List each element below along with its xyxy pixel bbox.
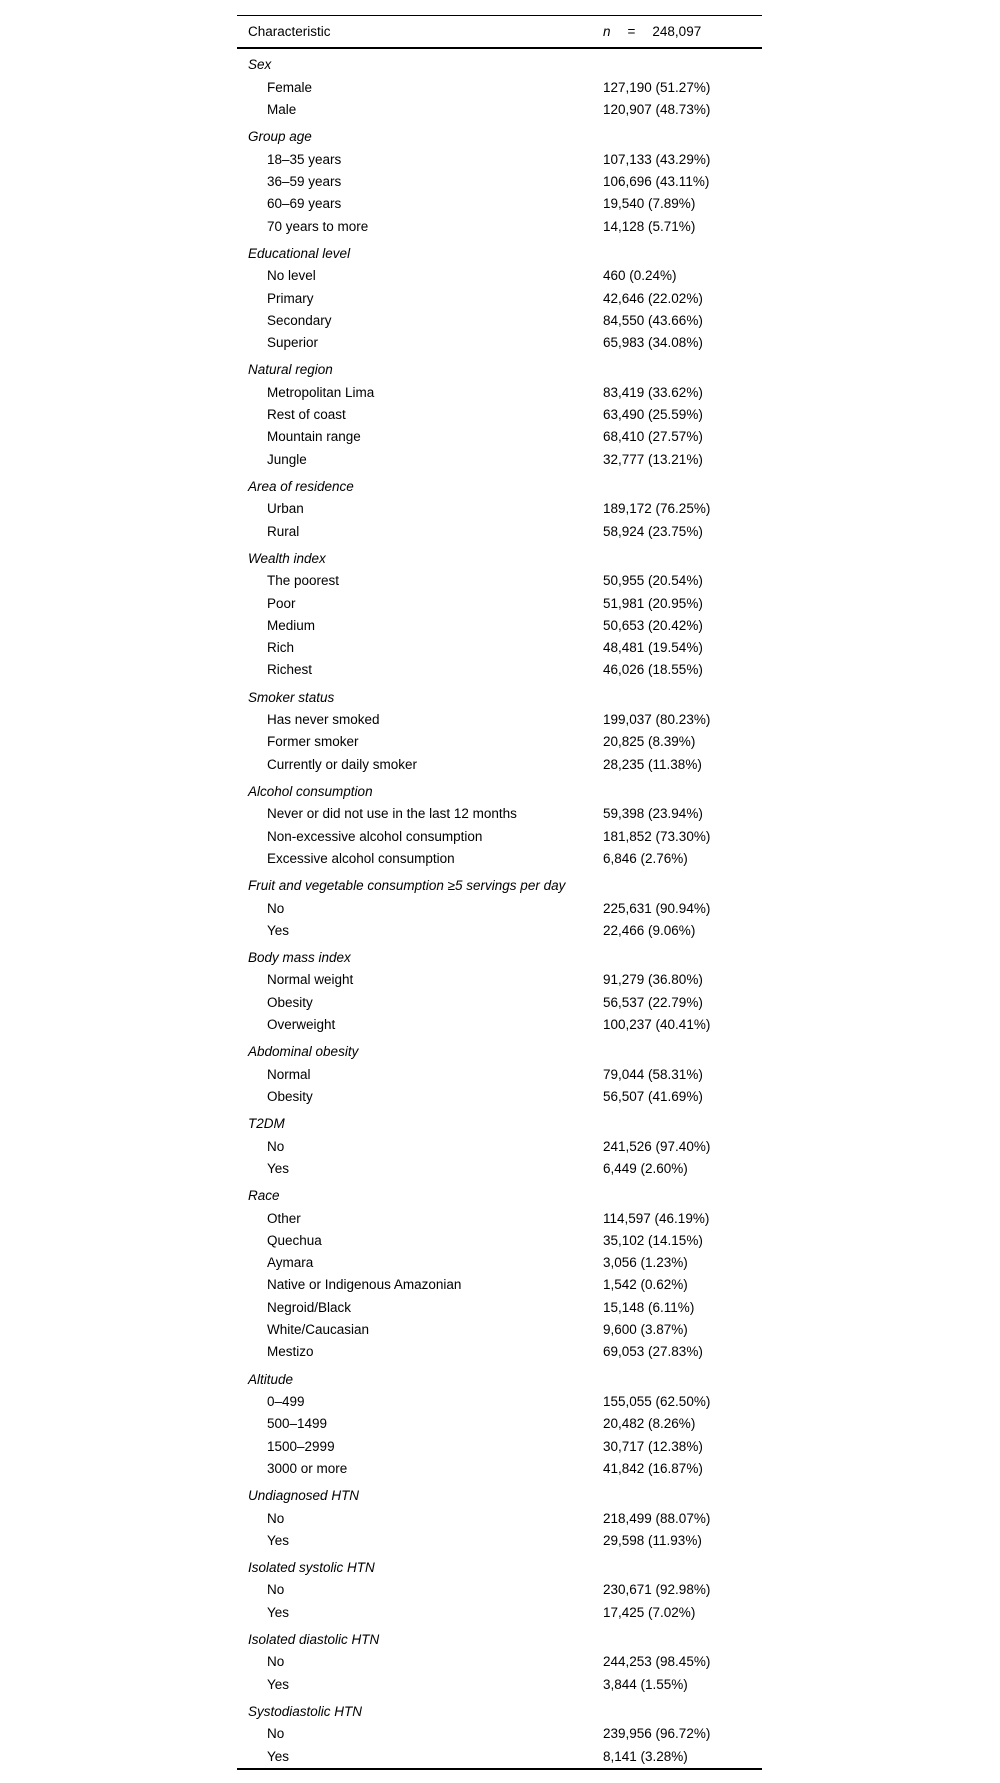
row-value: 30,717 (12.38%)	[603, 1438, 703, 1454]
row-label: 60–69 years	[267, 196, 342, 212]
row-value: 63,490 (25.59%)	[603, 407, 703, 423]
row-label: Yes	[267, 1160, 290, 1176]
table-row	[237, 381, 762, 403]
row-value: 241,526 (97.40%)	[603, 1138, 711, 1154]
row-label: 70 years to more	[267, 218, 369, 234]
row-value: 69,053 (27.83%)	[603, 1344, 703, 1360]
section-header-row	[237, 1036, 762, 1063]
row-label: Richest	[267, 662, 313, 678]
row-label: Metropolitan Lima	[267, 384, 375, 400]
table-row	[237, 731, 762, 753]
row-label: The poorest	[267, 573, 340, 589]
row-label: No	[267, 900, 285, 916]
row-value: 189,172 (76.25%)	[603, 501, 711, 517]
row-label: No	[267, 1510, 285, 1526]
row-value: 6,449 (2.60%)	[603, 1160, 688, 1176]
row-value: 239,956 (96.72%)	[603, 1726, 711, 1742]
row-label: Native or Indigenous Amazonian	[267, 1277, 462, 1293]
table-row	[237, 1391, 762, 1413]
section-header-row	[237, 1552, 762, 1579]
row-value: 28,235 (11.38%)	[603, 756, 702, 772]
row-label: Yes	[267, 1532, 290, 1548]
row-value: 19,540 (7.89%)	[603, 196, 696, 212]
row-value: 41,842 (16.87%)	[603, 1460, 703, 1476]
table-row	[237, 614, 762, 636]
section-header-row	[237, 471, 762, 498]
table-row	[237, 1413, 762, 1435]
row-value: 230,671 (92.98%)	[603, 1582, 711, 1598]
table-row	[237, 1673, 762, 1695]
table-row	[237, 847, 762, 869]
section-header-row	[237, 1480, 762, 1507]
row-value: 8,141 (3.28%)	[603, 1748, 688, 1764]
row-value: 218,499 (88.07%)	[603, 1510, 711, 1526]
row-label: Excessive alcohol consumption	[267, 850, 455, 866]
table-row	[237, 76, 762, 98]
row-label: 36–59 years	[267, 173, 342, 189]
row-value: 68,410 (27.57%)	[603, 429, 703, 445]
row-value: 127,190 (51.27%)	[603, 79, 711, 95]
row-label: Superior	[267, 335, 319, 351]
n-value: 248,097	[652, 23, 702, 39]
row-value: 460 (0.24%)	[603, 268, 677, 284]
row-value: 20,825 (8.39%)	[603, 734, 696, 750]
table-row	[237, 1435, 762, 1457]
row-value: 56,507 (41.69%)	[603, 1088, 703, 1104]
table-row	[237, 1296, 762, 1318]
row-label: 18–35 years	[267, 151, 342, 167]
section-header-row	[237, 237, 762, 264]
table-row	[237, 1723, 762, 1745]
table-row	[237, 753, 762, 775]
table-row	[237, 1601, 762, 1623]
table-row	[237, 287, 762, 309]
row-label: Rich	[267, 640, 295, 656]
row-value: 6,846 (2.76%)	[603, 850, 688, 866]
section-header-row	[237, 49, 762, 76]
table-row	[237, 803, 762, 825]
row-label: Yes	[267, 922, 290, 938]
table-row	[237, 592, 762, 614]
row-label: Normal	[267, 1066, 311, 1082]
table-row	[237, 1651, 762, 1673]
table-row	[237, 1274, 762, 1296]
row-value: 100,237 (40.41%)	[603, 1017, 711, 1033]
table-row	[237, 1579, 762, 1601]
row-value: 22,466 (9.06%)	[603, 922, 696, 938]
row-label: 1500–2999	[267, 1438, 335, 1454]
table-row	[237, 404, 762, 426]
section-header-row	[237, 1180, 762, 1207]
row-label: Quechua	[267, 1232, 322, 1248]
table-row	[237, 1207, 762, 1229]
row-label: Negroid/Black	[267, 1299, 352, 1315]
row-label: Yes	[267, 1748, 290, 1764]
n-symbol: n	[603, 23, 611, 39]
section-label: Educational level	[248, 245, 351, 261]
row-value: 84,550 (43.66%)	[603, 312, 703, 328]
table-row	[237, 1341, 762, 1363]
table-body	[237, 49, 762, 1770]
section-header-row	[237, 121, 762, 148]
row-value: 107,133 (43.29%)	[603, 151, 711, 167]
row-label: Female	[267, 79, 313, 95]
row-value: 83,419 (33.62%)	[603, 384, 703, 400]
row-label: Male	[267, 102, 297, 118]
row-value: 244,253 (98.45%)	[603, 1654, 711, 1670]
row-label: Overweight	[267, 1017, 336, 1033]
row-value: 9,600 (3.87%)	[603, 1322, 688, 1338]
row-value: 48,481 (19.54%)	[603, 640, 703, 656]
table-row	[237, 825, 762, 847]
row-value: 181,852 (73.30%)	[603, 828, 711, 844]
row-value: 3,056 (1.23%)	[603, 1255, 688, 1271]
row-label: Medium	[267, 617, 316, 633]
table-row	[237, 919, 762, 941]
table-row	[237, 1014, 762, 1036]
table-row	[237, 309, 762, 331]
table-row	[237, 193, 762, 215]
table-row	[237, 498, 762, 520]
row-label: Rest of coast	[267, 407, 346, 423]
table-row	[237, 1158, 762, 1180]
table-row	[237, 1135, 762, 1157]
row-label: Obesity	[267, 1088, 313, 1104]
section-label: Race	[248, 1188, 280, 1204]
row-value: 14,128 (5.71%)	[603, 218, 696, 234]
row-label: 3000 or more	[267, 1460, 348, 1476]
table-row	[237, 709, 762, 731]
row-label: No	[267, 1726, 285, 1742]
table-row	[237, 426, 762, 448]
row-label: Rural	[267, 523, 300, 539]
row-value: 1,542 (0.62%)	[603, 1277, 688, 1293]
section-label: Area of residence	[248, 478, 354, 494]
row-value: 225,631 (90.94%)	[603, 900, 711, 916]
table-row	[237, 99, 762, 121]
table-row	[237, 637, 762, 659]
row-label: Urban	[267, 501, 304, 517]
row-value: 56,537 (22.79%)	[603, 994, 703, 1010]
row-value: 59,398 (23.94%)	[603, 806, 703, 822]
row-label: Jungle	[267, 451, 307, 467]
table-row	[237, 148, 762, 170]
section-header-row	[237, 1624, 762, 1651]
row-label: No	[267, 1582, 285, 1598]
row-value: 91,279 (36.80%)	[603, 972, 703, 988]
table-row	[237, 1319, 762, 1341]
section-header-row	[237, 1108, 762, 1135]
section-label: Alcohol consumption	[248, 783, 373, 799]
row-label: Yes	[267, 1676, 290, 1692]
section-label: Wealth index	[248, 550, 326, 566]
table-row	[237, 520, 762, 542]
row-label: 0–499	[267, 1393, 305, 1409]
row-value: 50,955 (20.54%)	[603, 573, 703, 589]
row-label: No	[267, 1654, 285, 1670]
section-label: Systodiastolic HTN	[248, 1704, 363, 1719]
section-label: Body mass index	[248, 950, 351, 966]
characteristics-table	[237, 15, 762, 1770]
table-row	[237, 171, 762, 193]
table-row	[237, 659, 762, 681]
row-value: 155,055 (62.50%)	[603, 1393, 711, 1409]
row-value: 46,026 (18.55%)	[603, 662, 703, 678]
sample-size-header	[603, 16, 701, 47]
row-value: 199,037 (80.23%)	[603, 712, 711, 728]
row-label: Other	[267, 1210, 301, 1226]
row-label: Normal weight	[267, 972, 354, 988]
table-row	[237, 1745, 762, 1767]
section-header-row	[237, 354, 762, 381]
table-row	[237, 1086, 762, 1108]
characteristic-column-header: Characteristic	[248, 23, 331, 39]
row-value: 58,924 (23.75%)	[603, 523, 703, 539]
row-label: No level	[267, 268, 316, 284]
row-label: 500–1499	[267, 1416, 328, 1432]
table-row	[237, 969, 762, 991]
section-label: Isolated systolic HTN	[248, 1560, 375, 1576]
section-header-row	[237, 1696, 762, 1723]
row-value: 106,696 (43.11%)	[603, 173, 710, 189]
row-value: 65,983 (34.08%)	[603, 335, 703, 351]
table-row	[237, 1229, 762, 1251]
table-row	[237, 897, 762, 919]
section-header-row	[237, 870, 762, 897]
row-label: Non-excessive alcohol consumption	[267, 828, 483, 844]
table-row	[237, 1252, 762, 1274]
section-label: Isolated diastolic HTN	[248, 1632, 380, 1648]
section-label: Group age	[248, 129, 312, 145]
row-value: 50,653 (20.42%)	[603, 617, 703, 633]
row-value: 51,981 (20.95%)	[603, 595, 703, 611]
row-value: 17,425 (7.02%)	[603, 1604, 696, 1620]
row-label: No	[267, 1138, 285, 1154]
row-label: Former smoker	[267, 734, 359, 750]
row-label: Aymara	[267, 1255, 314, 1271]
section-label: Sex	[248, 57, 272, 73]
section-label: Altitude	[248, 1371, 294, 1387]
section-label: Abdominal obesity	[248, 1044, 359, 1060]
table-row	[237, 570, 762, 592]
section-label: Undiagnosed HTN	[248, 1488, 360, 1504]
row-label: Yes	[267, 1604, 290, 1620]
row-value: 20,482 (8.26%)	[603, 1416, 696, 1432]
row-label: Poor	[267, 595, 296, 611]
section-label: Smoker status	[248, 689, 335, 705]
row-label: Secondary	[267, 312, 332, 328]
row-value: 42,646 (22.02%)	[603, 290, 703, 306]
table-row	[237, 991, 762, 1013]
table-row	[237, 265, 762, 287]
row-value: 3,844 (1.55%)	[603, 1676, 688, 1692]
row-label: White/Caucasian	[267, 1322, 370, 1338]
row-label: Currently or daily smoker	[267, 756, 418, 772]
section-header-row	[237, 1363, 762, 1390]
table-row	[237, 215, 762, 237]
table-row	[237, 448, 762, 470]
row-value: 35,102 (14.15%)	[603, 1232, 703, 1248]
section-header-row	[237, 776, 762, 803]
table-row	[237, 1457, 762, 1479]
row-label: Never or did not use in the last 12 months	[267, 806, 517, 822]
section-header-row	[237, 542, 762, 569]
section-header-row	[237, 942, 762, 969]
equals-sign: =	[627, 23, 636, 39]
row-label: Obesity	[267, 994, 313, 1010]
row-value: 29,598 (11.93%)	[603, 1532, 702, 1548]
section-label: Natural region	[248, 362, 333, 378]
table-row	[237, 332, 762, 354]
table-row	[237, 1529, 762, 1551]
row-label: Primary	[267, 290, 314, 306]
row-label: Has never smoked	[267, 712, 380, 728]
table-row	[237, 1063, 762, 1085]
row-value: 79,044 (58.31%)	[603, 1066, 703, 1082]
section-label: T2DM	[248, 1116, 285, 1132]
section-label: Fruit and vegetable consumption ≥5 servings per day	[248, 878, 566, 894]
row-value: 15,148 (6.11%)	[603, 1299, 695, 1315]
table-row	[237, 1507, 762, 1529]
row-value: 32,777 (13.21%)	[603, 451, 703, 467]
row-label: Mountain range	[267, 429, 361, 445]
row-value: 120,907 (48.73%)	[603, 102, 711, 118]
section-header-row	[237, 681, 762, 708]
table-header-row	[237, 15, 762, 49]
row-value: 114,597 (46.19%)	[603, 1210, 710, 1226]
row-label: Mestizo	[267, 1344, 314, 1360]
